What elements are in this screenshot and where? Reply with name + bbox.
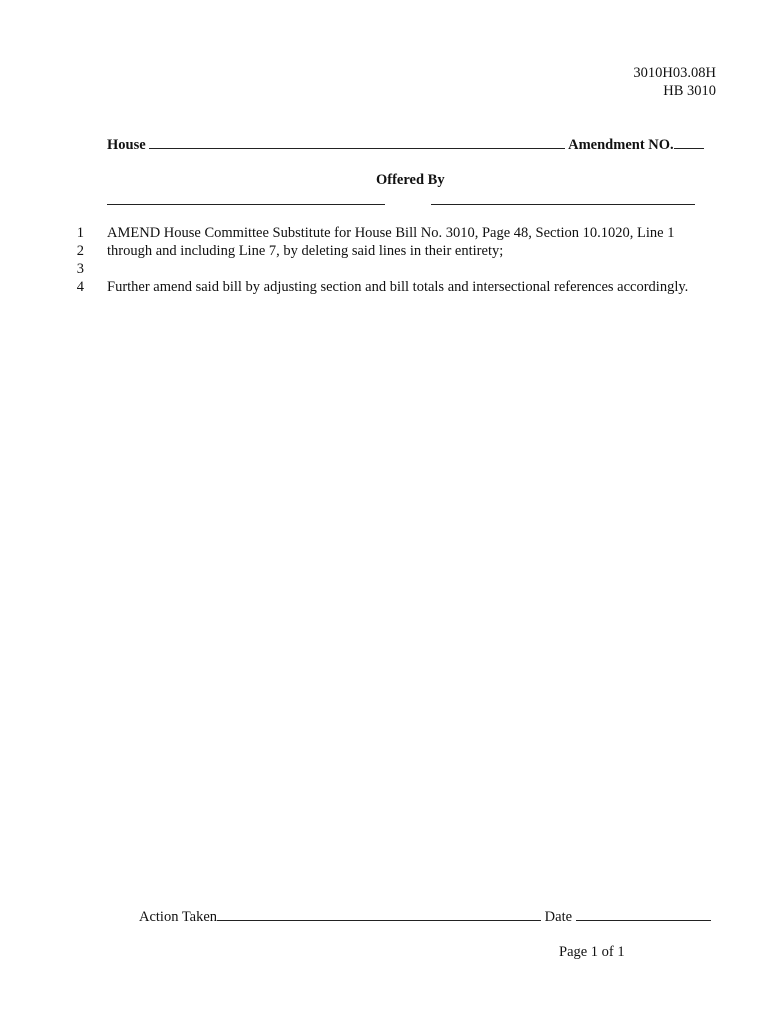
line-number-3: 3: [76, 261, 84, 277]
house-label: House: [107, 137, 146, 153]
body-line-1: AMEND House Committee Substitute for House Bill No. 3010, Page 48, Section 10.1020, Line 1: [107, 225, 675, 241]
line-number-2: 2: [76, 243, 84, 259]
action-taken-blank-line: [217, 907, 541, 921]
date-label: Date: [544, 909, 573, 925]
line-number-4: 4: [76, 279, 84, 295]
body-line-2: through and including Line 7, by deleting said lines in their entirety;: [107, 243, 504, 259]
amendment-number-blank: [674, 135, 704, 149]
date-blank-line: [576, 907, 711, 921]
bill-reference: HB 3010: [663, 83, 716, 99]
line-number-1: 1: [76, 225, 84, 241]
document-code: 3010H03.08H: [633, 65, 716, 81]
page-number: Page 1 of 1: [559, 944, 625, 960]
action-taken-row: [139, 907, 711, 926]
offered-by-signature-line-left: [107, 204, 385, 205]
offered-by-label: Offered By: [376, 172, 445, 188]
offered-by-signature-line-right: [431, 204, 695, 205]
title-line: [107, 135, 704, 154]
amendment-label: Amendment NO.: [568, 137, 674, 153]
house-blank-line: [149, 135, 565, 149]
action-taken-label: Action Taken: [139, 909, 218, 925]
body-line-4: Further amend said bill by adjusting section and bill totals and intersectional references accordingly.: [107, 279, 689, 295]
